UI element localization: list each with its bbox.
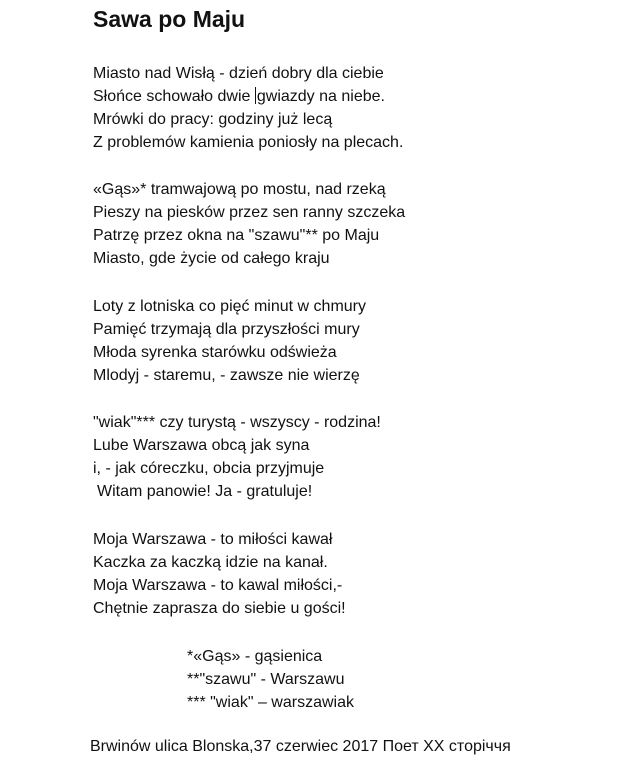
poem-line: Mrówki do pracy: godziny już lecą xyxy=(93,111,333,128)
poem-line: Miasto nad Wisłą - dzień dobry dla ciebie xyxy=(93,65,384,82)
poem-line: Moja Warszawa - to miłości kawał xyxy=(93,531,333,548)
stanza-1 xyxy=(93,62,403,154)
poem-line: Mlodyj - staremu, - zawsze nie wierzę xyxy=(93,367,360,384)
poem-line: Miasto, gde życie od całego kraju xyxy=(93,250,330,267)
poem-line-part: Słońce schowało dwie xyxy=(93,88,255,105)
signature-footer: Brwinów ulica Blonska,37 czerwiec 2017 Поет XX сторіччя xyxy=(90,738,511,755)
stanza-5 xyxy=(93,528,346,620)
poem-line: Moja Warszawa - to kawal miłości,- xyxy=(93,577,343,594)
poem-line: Patrzę przez okna na "szawu"** po Maju xyxy=(93,227,380,244)
stanza-2 xyxy=(93,178,405,270)
footnote: *** "wiak" – warszawiak xyxy=(187,694,354,711)
poem-line: Pamięć trzymają dla przyszłości mury xyxy=(93,321,360,338)
poem-line: Chętnie zaprasza do siebie u gości! xyxy=(93,600,346,617)
poem-line xyxy=(93,85,403,108)
poem-line: Pieszy na piesków przez sen ranny szczeka xyxy=(93,204,406,221)
poem-line: "wiak"*** czy turystą - wszyscy - rodzina! xyxy=(93,414,381,431)
poem-line: Kaczka za kaczką idzie na kanał. xyxy=(93,554,328,571)
stanza-4 xyxy=(93,411,381,503)
poem-line: Z problemów kamienia poniosły na plecach. xyxy=(93,134,404,151)
poem-line: Lube Warszawa obcą jak syna xyxy=(93,437,310,454)
poem-line: «Gąs»* tramwajową po mostu, nad rzeką xyxy=(93,181,386,198)
text-cursor xyxy=(255,87,256,104)
poem-line: Młoda syrenka starówku odświeża xyxy=(93,344,337,361)
stanza-3 xyxy=(93,295,366,387)
poem-title: Sawa po Maju xyxy=(93,6,246,32)
footnote: *«Gąs» - gąsienica xyxy=(187,648,323,665)
footnotes xyxy=(187,645,354,714)
poem-line: Loty z lotniska co pięć minut w chmury xyxy=(93,298,366,315)
poem-line-part: gwiazdy na niebe. xyxy=(256,88,385,105)
poem-line: Witam panowie! Ja - gratuluje! xyxy=(97,483,313,500)
poem-line: i, - jak córeczku, obcia przyjmuje xyxy=(93,460,325,477)
footnote: **"szawu" - Warszawu xyxy=(187,671,345,688)
